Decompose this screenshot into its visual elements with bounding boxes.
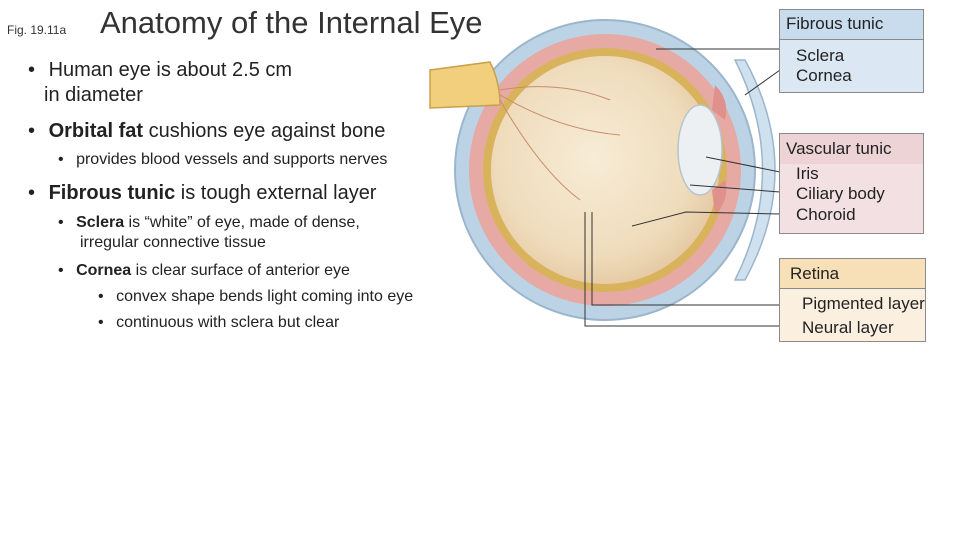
bullet-text: convex shape bends light coming into eye — [116, 288, 414, 305]
legend-vascular-tunic — [779, 133, 924, 234]
bullet-text: cushions eye against bone — [143, 120, 386, 142]
slide-title: Anatomy of the Internal Eye — [100, 5, 483, 40]
bullet-dot: • — [98, 314, 104, 331]
bullet-dot: • — [58, 151, 64, 168]
bullet-text: is tough external layer — [175, 182, 377, 204]
bullet-text: is “white” of eye, made of dense, — [124, 214, 360, 231]
bullet-eye-size-cont: in diameter — [44, 84, 143, 106]
figure-label: Fig. 19.11a — [7, 23, 67, 37]
legend-vascular-title: Vascular tunic — [780, 134, 923, 164]
bullet-text: provides blood vessels and supports nerves — [76, 151, 388, 168]
bullet-text: Human eye is about 2.5 cm — [48, 59, 293, 81]
bullet-bold-term: Fibrous tunic — [48, 182, 176, 204]
legend-fibrous-title: Fibrous tunic — [780, 10, 923, 40]
legend-item-choroid: Choroid — [796, 205, 856, 224]
sub-sub-bullet-convex — [98, 288, 413, 306]
lens-shape — [678, 105, 722, 195]
bullet-fibrous-tunic — [28, 182, 376, 205]
legend-item-iris: Iris — [796, 164, 819, 183]
eye-illustration — [430, 20, 775, 320]
bullet-dot: • — [58, 214, 64, 231]
legend-item-pigmented-layer: Pigmented layer — [802, 294, 925, 313]
legend-retina-title: Retina — [780, 259, 925, 289]
bullet-dot: • — [98, 288, 104, 305]
sub-bullet-cornea — [58, 262, 350, 280]
bullet-bold-term: Orbital fat — [48, 120, 144, 142]
bullet-orbital-fat — [28, 120, 385, 143]
sub-bullet-sclera — [58, 214, 360, 232]
legend-item-sclera: Sclera — [796, 46, 845, 65]
sub-bullet-sclera-cont: irregular connective tissue — [80, 234, 266, 251]
legend-fibrous-tunic — [779, 9, 924, 93]
bullet-dot: • — [28, 120, 36, 142]
bullet-eye-size — [28, 59, 292, 82]
legend-item-neural-layer: Neural layer — [802, 318, 894, 337]
optic-nerve-shape — [430, 62, 500, 108]
legend-item-cornea: Cornea — [796, 66, 852, 85]
sub-bullet-blood-vessels — [58, 151, 387, 169]
bullet-dot: • — [58, 262, 64, 279]
legend-item-ciliary-body: Ciliary body — [796, 184, 885, 203]
bullet-dot: • — [28, 182, 36, 204]
sub-sub-bullet-continuous — [98, 314, 339, 332]
bullet-text: continuous with sclera but clear — [116, 314, 340, 331]
bullet-text: is clear surface of anterior eye — [131, 262, 350, 279]
bullet-bold-term: Sclera — [76, 214, 125, 231]
bullet-dot: • — [28, 59, 36, 81]
legend-retina — [779, 258, 926, 342]
bullet-bold-term: Cornea — [76, 262, 132, 279]
